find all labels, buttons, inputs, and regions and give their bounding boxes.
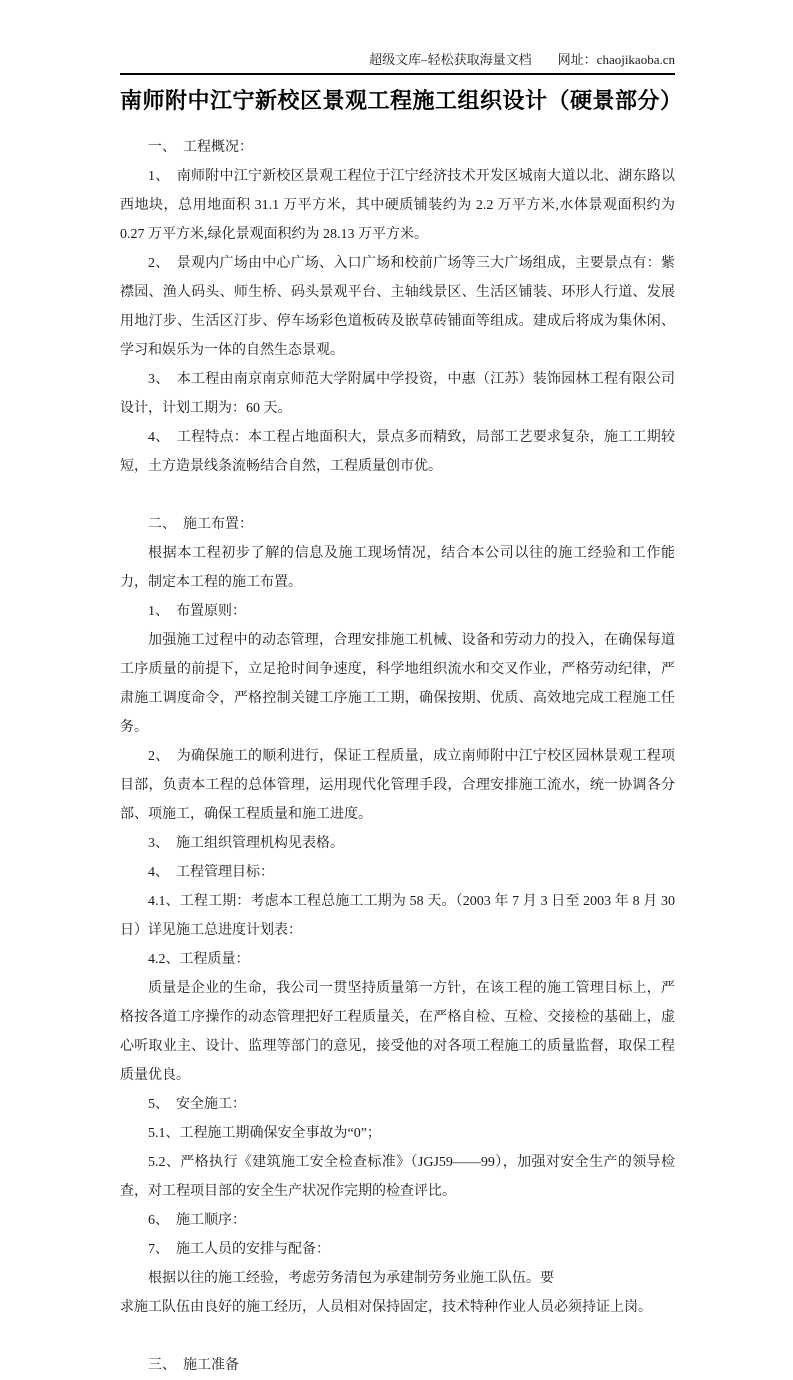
document-title: 南师附中江宁新校区景观工程施工组织设计（硬景部分） — [120, 88, 683, 113]
paragraph: 1、 布置原则： — [148, 604, 246, 619]
paragraph: 4、 工程管理目标： — [148, 865, 274, 880]
paragraph: 4.1、工程工期：考虑本工程总施工工期为 58 天。（2003 年 7 月 3 日至 2003 年 8 月 30 日）详见施工总进度计划表： — [120, 894, 675, 938]
paragraph: 一、 工程概况： — [148, 140, 253, 155]
header-site-url: chaojikaoba.cn — [596, 52, 675, 67]
paragraph: 3、 施工组织管理机构见表格。 — [148, 836, 344, 851]
paragraph: 求施工队伍由良好的施工经历，人员相对保持固定，技术特种作业人员必须持证上岗。 — [120, 1300, 652, 1315]
paragraph: 3、 本工程由南京南京师范大学附属中学投资，中惠（江苏）装饰园林工程有限公司设计，计划工期为：60 天。 — [120, 372, 675, 416]
paragraph: 根据本工程初步了解的信息及施工现场情况，结合本公司以往的施工经验和工作能力，制定本工程的施工布置。 — [120, 546, 675, 590]
document-body — [120, 133, 675, 1380]
paragraph: 7、 施工人员的安排与配备： — [148, 1242, 330, 1257]
paragraph: 质量是企业的生命，我公司一贯坚持质量第一方针，在该工程的施工管理目标上，严格按各道工序操作的动态管理把好工程质量关，在严格自检、互检、交接检的基础上，虚心听取业主、设计、监理等部门的意见，接受他的对各项工程施工的质量监督，取保工程质量优良。 — [120, 981, 675, 1083]
header-site-label: 网址： — [557, 52, 597, 67]
page-header — [120, 52, 675, 68]
paragraph: 根据以往的施工经验，考虑劳务清包为承建制劳务业施工队伍。要 — [148, 1271, 554, 1286]
paragraph: 2、 景观内广场由中心广场、入口广场和校前广场等三大广场组成，主要景点有：紫襟园、渔人码头、师生桥、码头景观平台、主轴线景区、生活区铺装、环形人行道、发展用地汀步、生活区汀步、停车场彩色道板砖及嵌草砖铺面等组成。建成后将成为集休闲、学习和娱乐为一体的自然生态景观。 — [120, 256, 675, 358]
paragraph: 三、 施工准备 — [148, 1358, 239, 1373]
paragraph: 2、 为确保施工的顺利进行，保证工程质量，成立南师附中江宁校区园林景观工程项目部，负责本工程的总体管理，运用现代化管理手段，合理安排施工流水，统一协调各分部、项施工，确保工程质量和施工进度。 — [120, 749, 675, 822]
paragraph: 5.2、严格执行《建筑施工安全检查标准》（JGJ59——99），加强对安全生产的领导检查，对工程项目部的安全生产状况作完期的检查评比。 — [120, 1155, 675, 1199]
paragraph: 4、 工程特点：本工程占地面积大，景点多而精致，局部工艺要求复杂，施工工期较短，土方造景线条流畅结合自然，工程质量创市优。 — [120, 430, 675, 474]
header-brand-text: 超级文库–轻松获取海量文档 — [369, 52, 532, 67]
paragraph: 二、 施工布置： — [148, 517, 253, 532]
blank-line — [120, 1322, 675, 1351]
paragraph: 1、 南师附中江宁新校区景观工程位于江宁经济技术开发区城南大道以北、湖东路以西地块，总用地面积 31.1 万平方米，其中硬质铺装约为 2.2 万平方米,水体景观面积约为 0.27 万平方米,绿化景观面积约为 28.13 万平方米。 — [120, 169, 675, 242]
paragraph: 5.1、工程施工期确保安全事故为“0”； — [148, 1126, 381, 1141]
paragraph: 加强施工过程中的动态管理，合理安排施工机械、设备和劳动力的投入，在确保每道工序质量的前提下，立足抢时间争速度，科学地组织流水和交叉作业，严格劳动纪律，严肃施工调度命令，严格控制关键工序施工工期，确保按期、优质、高效地完成工程施工任务。 — [120, 633, 675, 735]
paragraph: 4.2、工程质量： — [148, 952, 250, 967]
header-divider-rule — [120, 73, 675, 75]
paragraph: 5、 安全施工： — [148, 1097, 246, 1112]
blank-line — [120, 481, 675, 510]
paragraph: 6、 施工顺序： — [148, 1213, 246, 1228]
